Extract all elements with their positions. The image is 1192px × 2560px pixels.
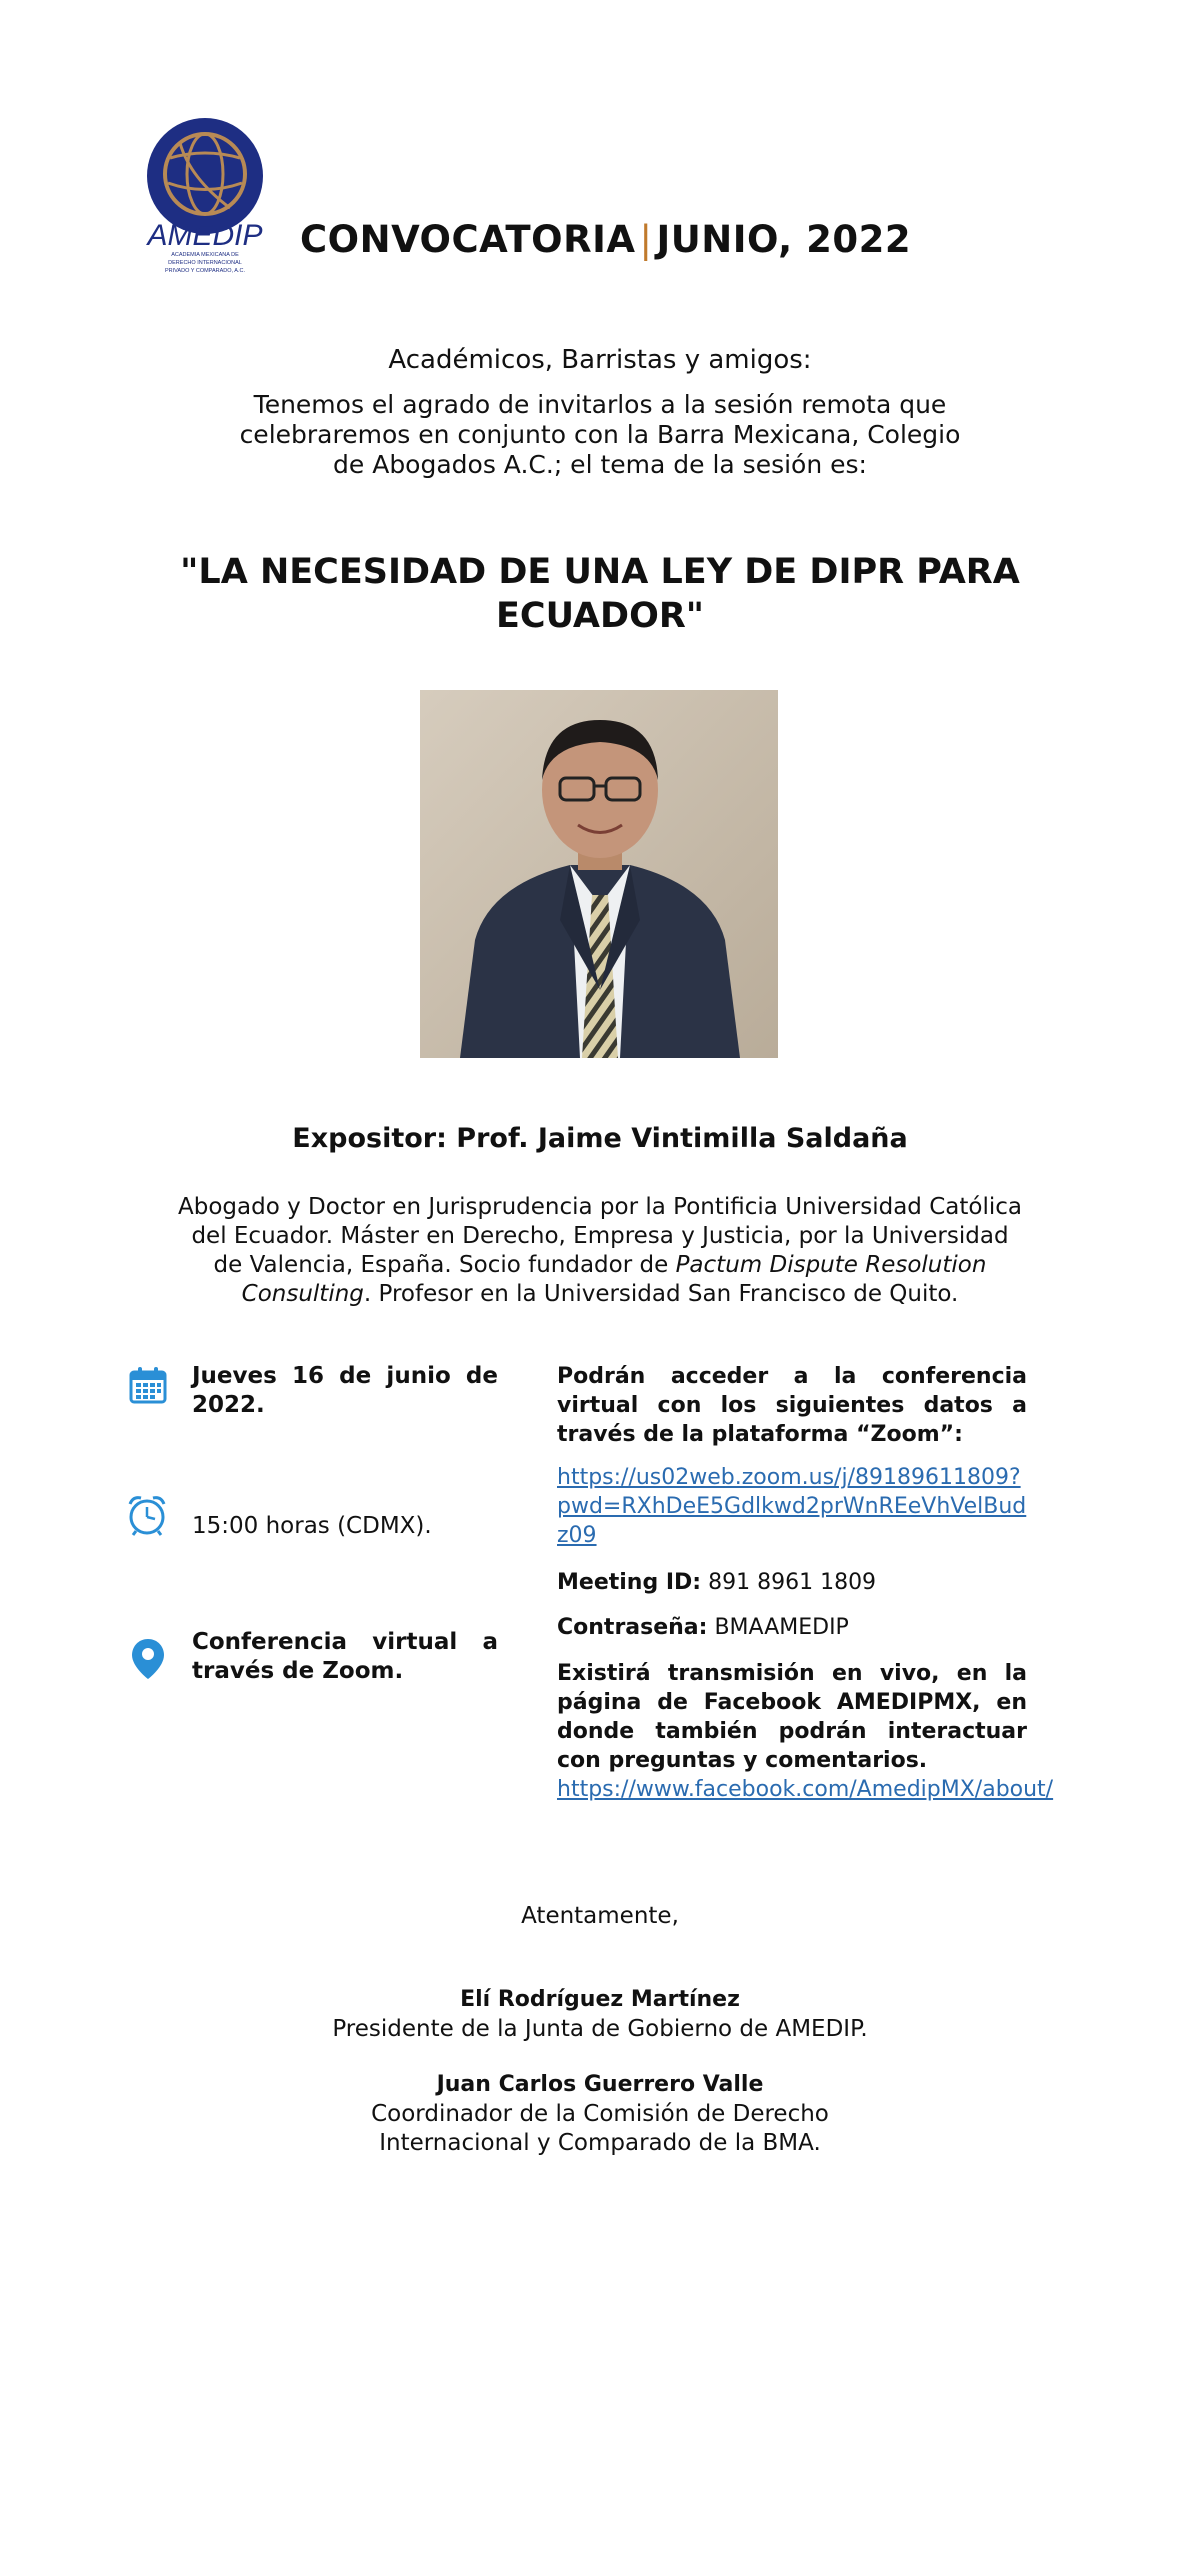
speaker-bio [175, 1193, 1025, 1309]
amedip-logo [130, 108, 280, 283]
speaker-photo [420, 690, 778, 1058]
map-pin-icon [128, 1637, 172, 1681]
meeting-id-value: 891 8961 1809 [701, 1570, 877, 1595]
bio-text-end: . Profesor en la Universidad San Francisco de Quito. [363, 1281, 959, 1307]
event-location: Conferencia virtual a través de Zoom. [192, 1629, 498, 1684]
page-title [300, 218, 1000, 261]
access-instructions: Podrán acceder a la conferencia virtual con los siguientes datos a través de la plataforma “Zoom”: [557, 1364, 1027, 1447]
svg-text:ACADEMIA MEXICANA DE: ACADEMIA MEXICANA DE [171, 252, 239, 258]
signer-2-role: Coordinador de la Comisión de Derecho Internacional y Comparado de la BMA. [371, 2101, 829, 2156]
title-main: CONVOCATORIA [300, 218, 636, 261]
meeting-id-label: Meeting ID: [557, 1570, 702, 1595]
meeting-id [557, 1568, 1027, 1597]
password [557, 1613, 1027, 1642]
logo-wordmark: AMEDIP [147, 219, 263, 252]
calendar-icon [128, 1365, 172, 1409]
stream-info: Existirá transmisión en vivo, en la página de Facebook AMEDIPMX, en donde también podrán interactuar con preguntas y comentarios. [557, 1661, 1027, 1773]
svg-text:PRIVADO Y COMPARADO, A.C.: PRIVADO Y COMPARADO, A.C. [165, 268, 245, 274]
greeting: Académicos, Barristas y amigos: [388, 345, 812, 375]
svg-text:DERECHO INTERNACIONAL: DERECHO INTERNACIONAL [168, 260, 242, 266]
signer-2-name: Juan Carlos Guerrero Valle [436, 2072, 764, 2097]
bio-company: Pactum Dispute Resolution Consulting [241, 1252, 987, 1307]
bio-text: Abogado y Doctor en Jurisprudencia por la Pontificia Universidad Católica del Ecuador. Máster en Derecho, Empresa y Justicia, por la Universidad de Valencia, España. Socio fundador de [178, 1194, 1022, 1278]
zoom-link[interactable]: https://us02web.zoom.us/j/89189611809?pwd=RXhDeE5Gdlkwd2prWnREeVhVelBudz09 [557, 1465, 1027, 1548]
closing-salutation: Atentamente, [521, 1903, 679, 1929]
signer-1-role: Presidente de la Junta de Gobierno de AMEDIP. [332, 2016, 868, 2042]
facebook-link[interactable]: https://www.facebook.com/AmedipMX/about/ [557, 1777, 1054, 1802]
title-date: JUNIO, 2022 [656, 218, 912, 261]
alarm-clock-icon [125, 1493, 169, 1537]
speaker-name: Expositor: Prof. Jaime Vintimilla Saldaña [292, 1123, 908, 1154]
title-separator: | [639, 218, 653, 261]
intro-text: Tenemos el agrado de invitarlos a la sesión remota que celebraremos en conjunto con la Barra Mexicana, Colegio de Abogados A.C.; el tema de la sesión es: [239, 390, 961, 479]
session-topic: "LA NECESIDAD DE UNA LEY DE DIPR PARA ECUADOR" [180, 552, 1020, 636]
event-time: 15:00 horas (CDMX). [192, 1513, 432, 1539]
signer-1-name: Elí Rodríguez Martínez [460, 1987, 740, 2012]
password-value: BMAAMEDIP [707, 1615, 849, 1640]
password-label: Contraseña: [557, 1615, 708, 1640]
event-date: Jueves 16 de junio de 2022. [192, 1363, 498, 1418]
